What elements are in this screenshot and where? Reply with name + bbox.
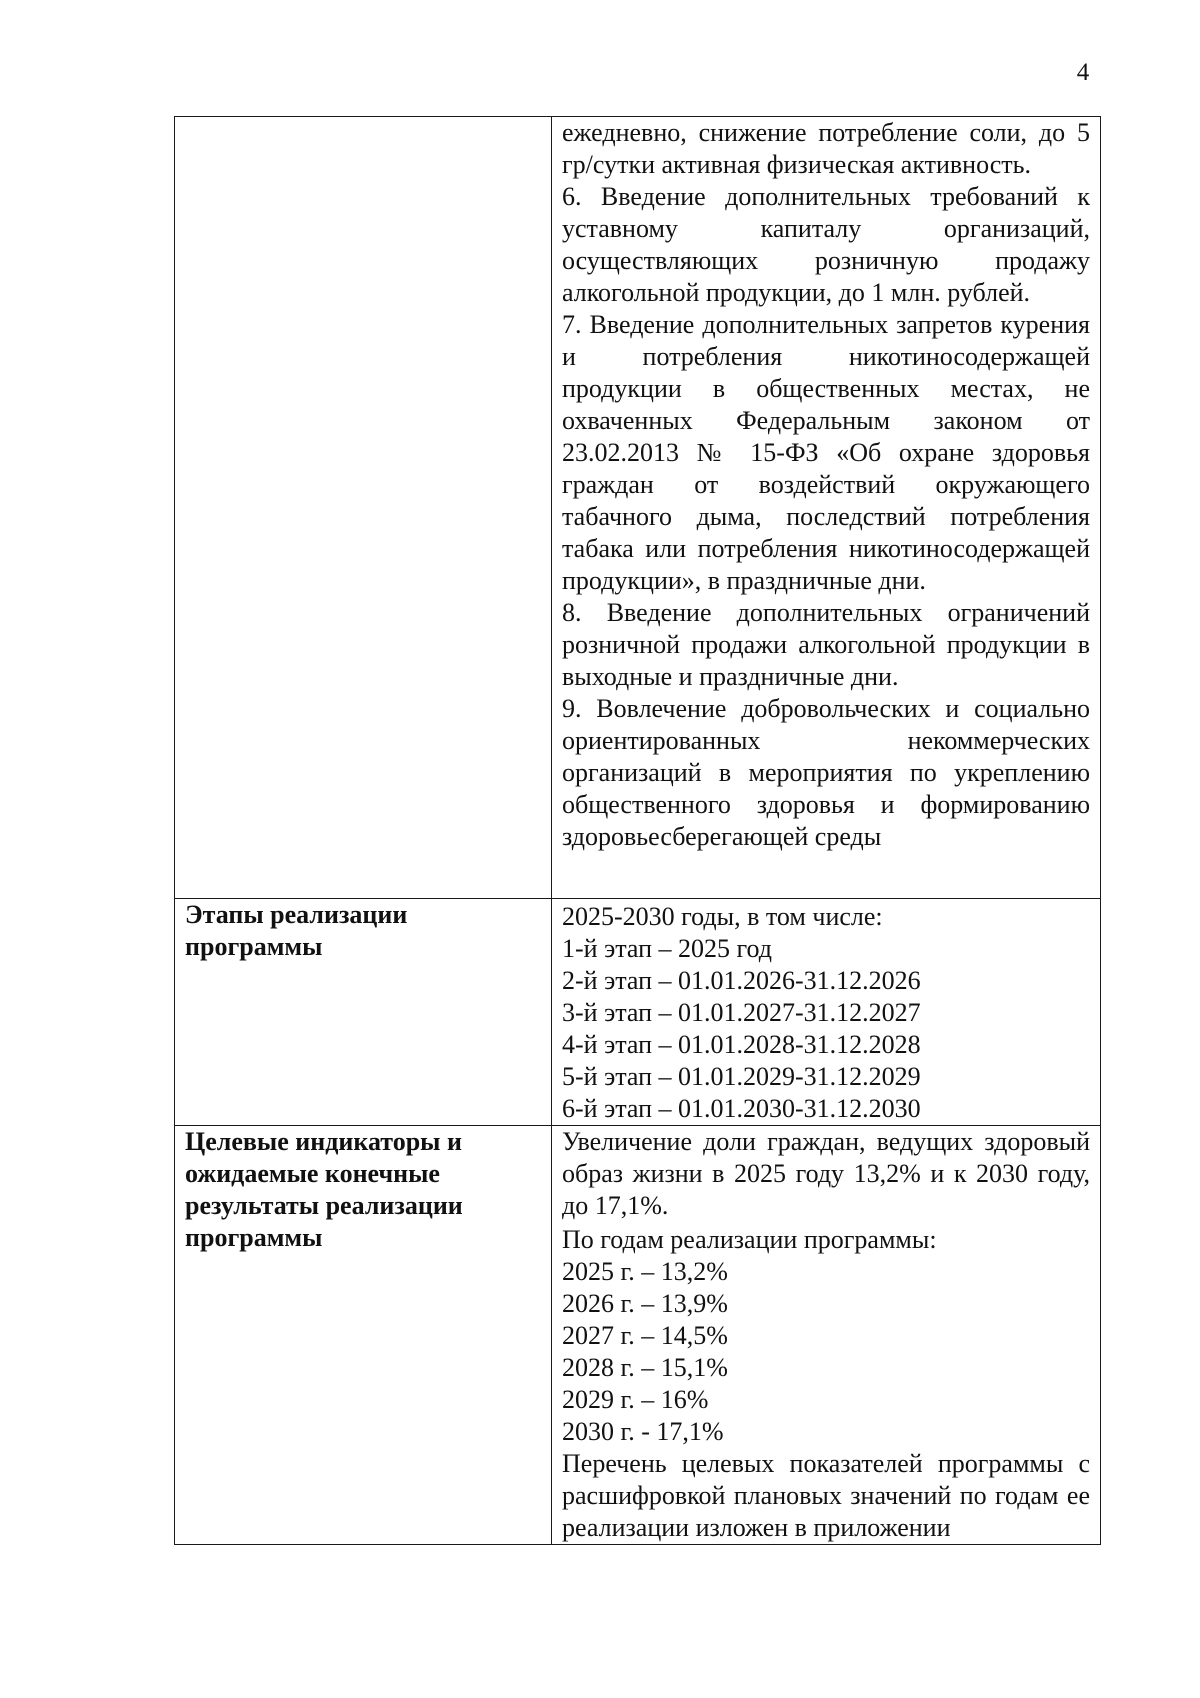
indicators-outro: Перечень целевых показателей программы с расшифровкой плановых значений по годам ее реализации изложен в приложении [562,1449,1090,1542]
measure-paragraph: 9. Вовлечение добровольческих и социально ориентированных некоммерческих организаций в мероприятия по укреплению общественного здоровья и формированию здоровьесберегающей среды [562,694,1090,851]
stage-line: 4-й этап – 01.01.2028-31.12.2028 [562,1030,921,1059]
table-row-stages [175,899,1101,1126]
page-number: 4 [1076,59,1090,86]
stages-content [552,899,1101,1126]
indicator-line: По годам реализации программы: [562,1225,937,1254]
indicator-line: 2025 г. – 13,2% [562,1257,728,1286]
measure-paragraph: 8. Введение дополнительных ограничений розничной продажи алкогольной продукции в выходные и праздничные дни. [562,598,1090,691]
measure-paragraph: 7. Введение дополнительных запретов курения и потребления никотиносодержащей продукции в общественных местах, не охваченных Федеральным законом от 23.02.2013 № 15-ФЗ «Об охране здоровья граждан от воздействий окружающего табачного дыма, последствий потребления табака или потребления никотиносодержащей продукции», в праздничные дни. [562,310,1090,595]
indicators-intro: Увеличение доли граждан, ведущих здоровый образ жизни в 2025 году 13,2% и к 2030 году, до 17,1%. [562,1127,1090,1220]
table-row-measures [175,117,1101,899]
stage-line: 1-й этап – 2025 год [562,934,773,963]
measure-paragraph: ежедневно, снижение потребление соли, до 5 гр/сутки активная физическая активность. [562,118,1090,179]
indicator-line: 2028 г. – 15,1% [562,1353,728,1382]
table-row-indicators [175,1126,1101,1545]
stage-line: 5-й этап – 01.01.2029-31.12.2029 [562,1062,921,1091]
stage-line: 3-й этап – 01.01.2027-31.12.2027 [562,998,921,1027]
indicator-line: 2027 г. – 14,5% [562,1321,728,1350]
row-label-indicators: Целевые индикаторы и ожидаемые конечные результаты реализации программы [175,1126,552,1545]
measures-content [552,117,1101,899]
stage-line: 2025-2030 годы, в том числе: [562,902,883,931]
indicator-line: 2026 г. – 13,9% [562,1289,728,1318]
indicator-line: 2029 г. – 16% [562,1385,709,1414]
row-label-stages: Этапы реализации программы [175,899,552,1126]
stage-line: 2-й этап – 01.01.2026-31.12.2026 [562,966,921,995]
indicators-content [552,1126,1101,1545]
program-passport-table [174,116,1101,1545]
row-label-empty [175,117,552,899]
measure-paragraph: 6. Введение дополнительных требований к уставному капиталу организаций, осуществляющих розничную продажу алкогольной продукции, до 1 млн. рублей. [562,182,1090,307]
stage-line: 6-й этап – 01.01.2030-31.12.2030 [562,1094,921,1123]
indicator-line: 2030 г. - 17,1% [562,1417,724,1446]
